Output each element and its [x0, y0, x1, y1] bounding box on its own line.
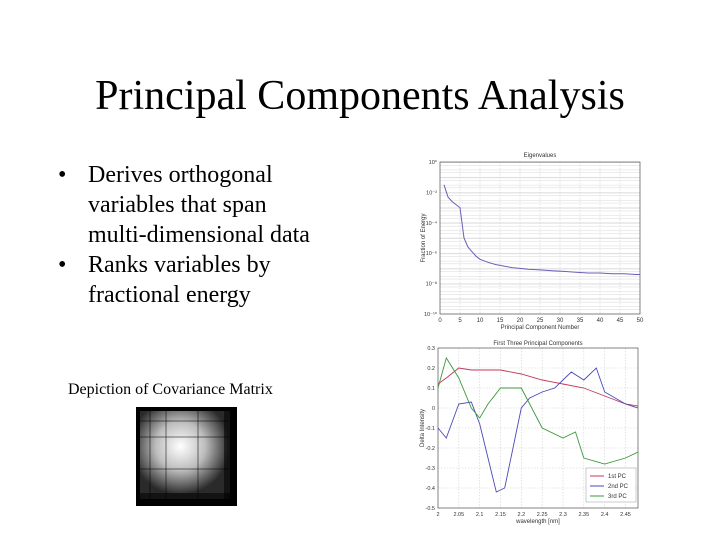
- x-axis-label: wavelength [nm]: [516, 519, 560, 525]
- bullet-line: multi-dimensional data: [88, 222, 310, 248]
- bullet-line: Derives orthogonal: [88, 162, 273, 188]
- x-tick-label: 2.35: [578, 512, 590, 518]
- legend-label: 1st PC: [608, 474, 627, 480]
- y-tick-label: -0.2: [425, 446, 435, 452]
- y-tick-label: 10⁰: [428, 160, 437, 166]
- x-tick-label: 40: [596, 318, 604, 324]
- bullet-marker: •: [58, 162, 67, 188]
- x-tick-label: 2.1: [475, 512, 484, 518]
- bullet-list: [58, 160, 398, 310]
- x-tick-label: 2.15: [495, 512, 506, 518]
- bullet-item: [58, 160, 398, 250]
- y-tick-label: -0.4: [425, 486, 435, 492]
- x-tick-label: 10: [476, 318, 484, 324]
- x-tick-label: 2.05: [453, 512, 465, 518]
- y-tick-label: 10⁻⁸: [425, 281, 437, 288]
- eigenvalues-chart: [418, 148, 646, 334]
- y-tick-label: 0.1: [427, 386, 435, 392]
- x-axis-label: Principal Component Number: [500, 325, 580, 331]
- legend-label: 3rd PC: [608, 494, 627, 500]
- y-tick-label: 0.3: [427, 346, 435, 352]
- chart-title: First Three Principal Components: [493, 341, 583, 347]
- y-tick-label: 0: [431, 406, 435, 412]
- x-tick-label: 2: [436, 512, 440, 518]
- y-tick-label: 10⁻⁴: [425, 220, 437, 227]
- y-tick-label: -0.5: [425, 506, 435, 512]
- covariance-matrix-image: [136, 407, 237, 506]
- x-tick-label: 2.45: [620, 512, 631, 518]
- bullet-line: fractional energy: [88, 282, 251, 308]
- x-tick-label: 35: [576, 318, 584, 324]
- y-tick-label: 0.2: [427, 366, 435, 372]
- x-tick-label: 5: [458, 318, 462, 324]
- y-tick-label: -0.1: [425, 426, 435, 432]
- y-tick-label: -0.3: [425, 466, 435, 472]
- x-tick-label: 50: [636, 318, 644, 324]
- x-tick-label: 45: [616, 318, 624, 324]
- x-tick-label: 30: [556, 318, 564, 324]
- y-axis-label: Fraction of Energy: [421, 213, 427, 263]
- chart-title: Eigenvalues: [523, 153, 557, 159]
- principal-components-chart: [418, 338, 646, 534]
- y-tick-label: 10⁻¹⁰: [423, 312, 437, 318]
- bullet-line: variables that span: [88, 192, 267, 218]
- x-tick-label: 2.3: [559, 512, 567, 518]
- bullet-marker: •: [58, 252, 67, 278]
- x-tick-label: 15: [496, 318, 504, 324]
- y-tick-label: 10⁻²: [426, 190, 437, 197]
- x-tick-label: 2.2: [517, 512, 526, 518]
- slide-title: Principal Components Analysis: [95, 73, 625, 119]
- y-axis-label: Delta Intensity: [420, 408, 426, 448]
- x-tick-label: 0: [438, 318, 442, 324]
- x-tick-label: 25: [536, 318, 544, 324]
- x-tick-label: 20: [516, 318, 524, 324]
- y-tick-label: 10⁻⁶: [425, 251, 437, 258]
- x-tick-label: 2.25: [536, 512, 548, 518]
- bullet-item: [58, 250, 398, 310]
- legend-label: 2nd PC: [608, 484, 629, 490]
- bullet-line: Ranks variables by: [88, 252, 271, 278]
- matrix-caption: Depiction of Covariance Matrix: [68, 381, 273, 398]
- x-tick-label: 2.4: [600, 512, 609, 518]
